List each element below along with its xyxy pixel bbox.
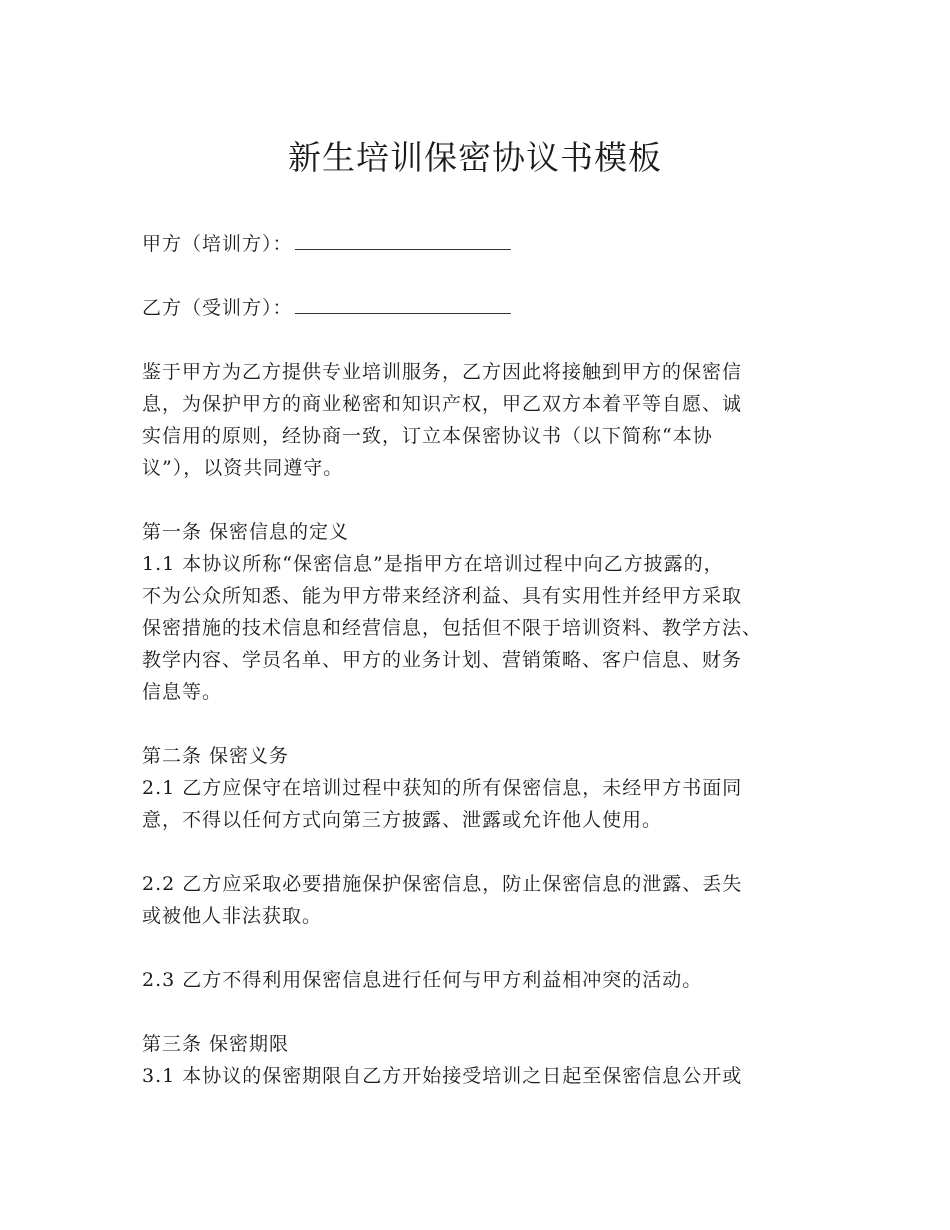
party-a-label: 甲方（培训方）： (142, 233, 293, 255)
clause-3-1 (142, 1060, 832, 1092)
paragraph-line: 保密措施的技术信息和经营信息，包括但不限于培训资料、教学方法、 (142, 617, 763, 639)
paragraph-line: 教学内容、学员名单、甲方的业务计划、营销策略、客户信息、财务 (142, 649, 743, 671)
clause-2-2 (142, 868, 832, 932)
clause-2-1 (142, 772, 832, 836)
paragraph-line: 息，为保护甲方的商业秘密和知识产权，甲乙双方本着平等自愿、诚 (142, 393, 743, 415)
paragraph-line: 或被他人非法获取。 (142, 905, 323, 927)
paragraph-line: 2.1 乙方应保守在培训过程中获知的所有保密信息，未经甲方书面同 (142, 777, 743, 799)
paragraph-line: 1.1 本协议所称“保密信息”是指甲方在培训过程中向乙方披露的， (142, 553, 724, 575)
party-b-blank (295, 293, 511, 314)
paragraph-line: 2.3 乙方不得利用保密信息进行任何与甲方利益相冲突的活动。 (142, 969, 703, 991)
preamble-paragraph (142, 356, 832, 484)
paragraph-line: 鉴于甲方为乙方提供专业培训服务，乙方因此将接触到甲方的保密信 (142, 361, 743, 383)
party-b-label: 乙方（受训方）： (142, 297, 293, 319)
paragraph-line: 信息等。 (142, 681, 223, 703)
document-title: 新生培训保密协议书模板 (288, 138, 662, 177)
document-body (142, 228, 832, 1092)
paragraph-line: 3.1 本协议的保密期限自乙方开始接受培训之日起至保密信息公开或 (142, 1065, 743, 1087)
clause-1-1 (142, 548, 832, 708)
paragraph-line: 不为公众所知悉、能为甲方带来经济利益、具有实用性并经甲方采取 (142, 585, 743, 607)
paragraph-line: 意，不得以任何方式向第三方披露、泄露或允许他人使用。 (142, 809, 663, 831)
paragraph-line: 议”），以资共同遵守。 (142, 457, 344, 479)
article-2-heading: 第二条 保密义务 (142, 745, 290, 767)
clause-2-3 (142, 964, 832, 996)
article-1-heading: 第一条 保密信息的定义 (142, 521, 350, 543)
paragraph-line: 2.2 乙方应采取必要措施保护保密信息，防止保密信息的泄露、丢失 (142, 873, 743, 895)
party-a-blank (295, 229, 511, 250)
paragraph-line: 实信用的原则，经协商一致，订立本保密协议书（以下简称“本协 (142, 425, 713, 447)
party-a-line (142, 228, 832, 260)
article-3-heading: 第三条 保密期限 (142, 1033, 290, 1055)
party-b-line (142, 292, 832, 324)
